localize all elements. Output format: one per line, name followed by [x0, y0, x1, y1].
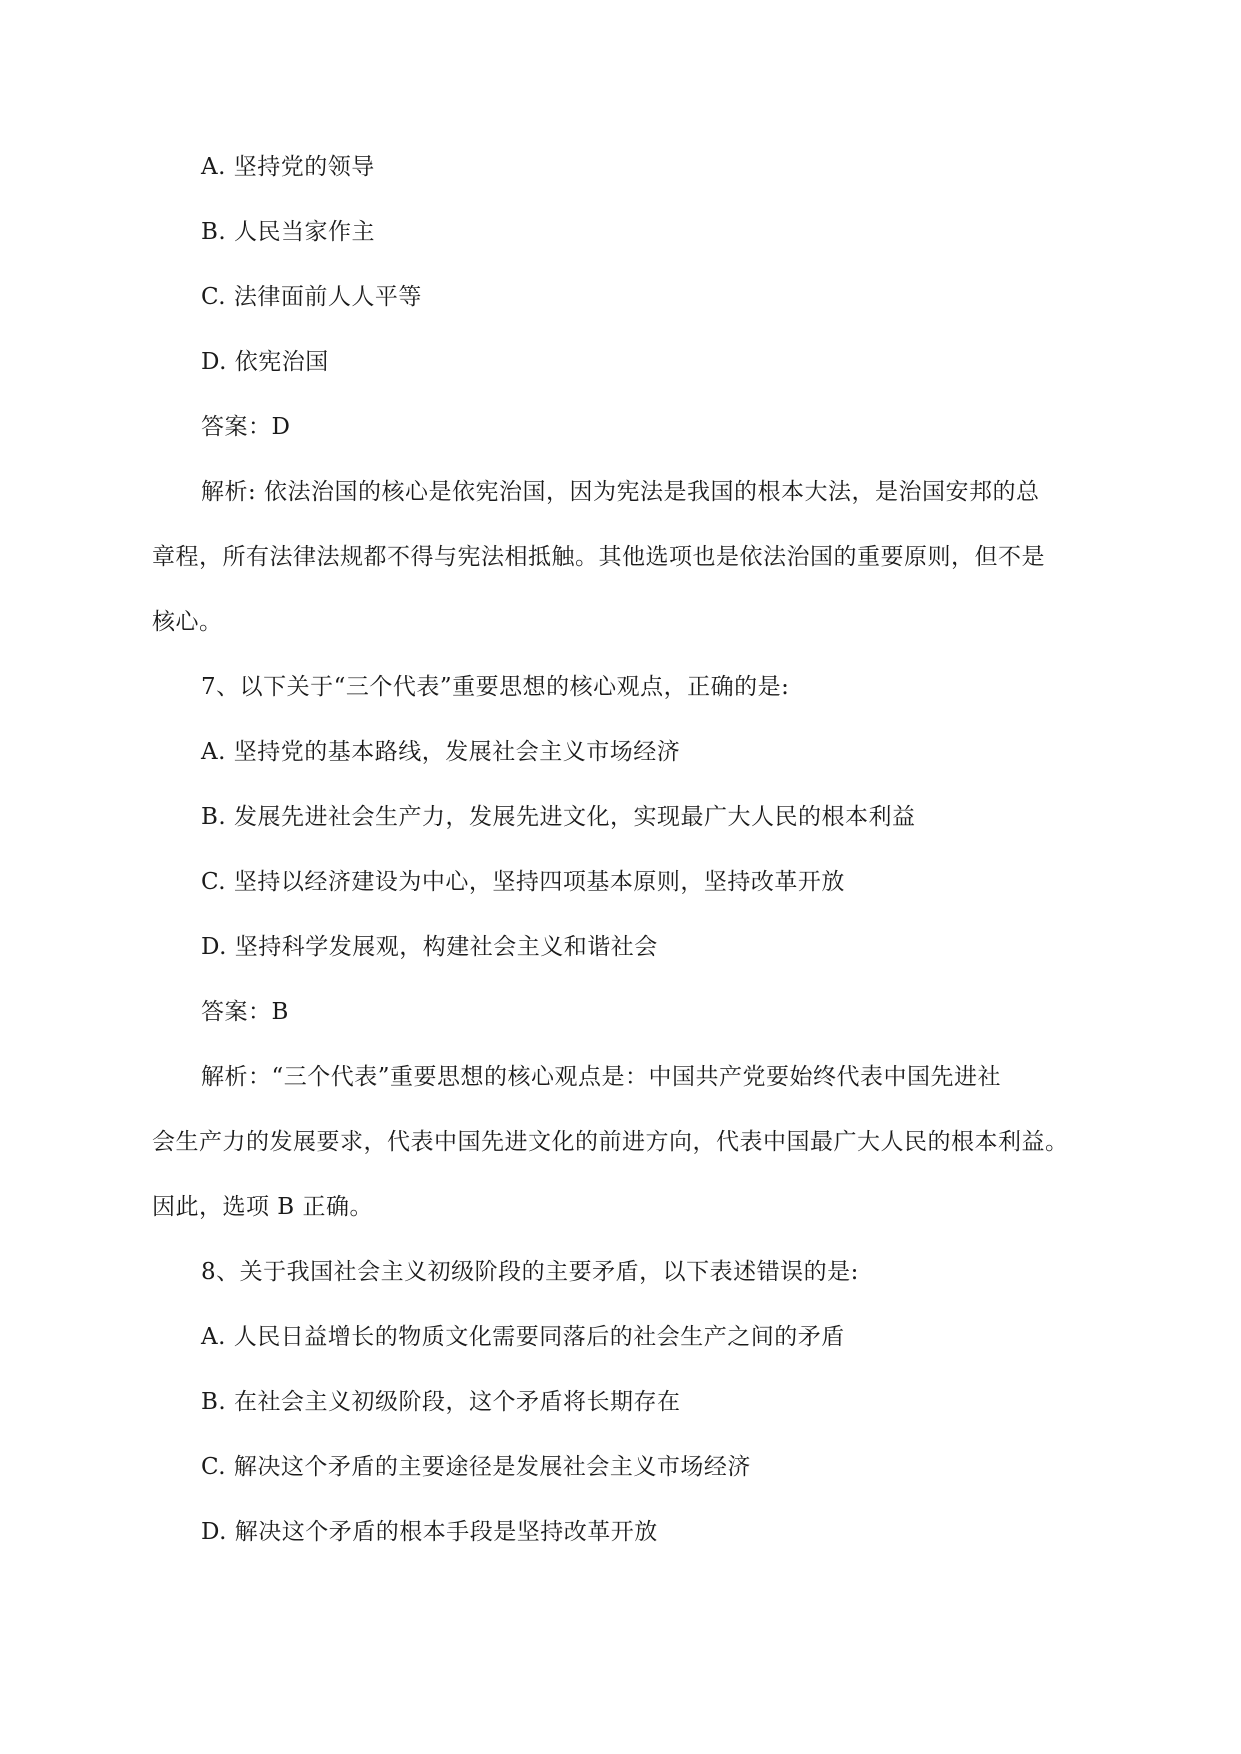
q8-question: 8、关于我国社会主义初级阶段的主要矛盾，以下表述错误的是:	[201, 1259, 859, 1285]
q7-analysis-line-2: 会生产力的发展要求，代表中国先进文化的前进方向，代表中国最广大人民的根本利益。	[152, 1129, 1069, 1155]
q7-option-a: A. 坚持党的基本路线，发展社会主义市场经济	[201, 739, 681, 765]
q7-option-d: D. 坚持科学发展观，构建社会主义和谐社会	[201, 934, 658, 960]
q7-analysis-line-3: 因此，选项 B 正确。	[152, 1194, 374, 1220]
q8-option-b: B. 在社会主义初级阶段，这个矛盾将长期存在	[201, 1389, 681, 1415]
q6-option-d: D. 依宪治国	[201, 349, 329, 375]
q6-analysis-line-1: 解析: 依法治国的核心是依宪治国，因为宪法是我国的根本大法，是治国安邦的总	[201, 479, 1040, 505]
q8-option-c: C. 解决这个矛盾的主要途径是发展社会主义市场经济	[201, 1454, 751, 1480]
q8-option-a: A. 人民日益增长的物质文化需要同落后的社会生产之间的矛盾	[201, 1324, 845, 1350]
q6-answer: 答案：D	[201, 414, 291, 440]
q7-analysis-line-1: 解析：“三个代表”重要思想的核心观点是：中国共产党要始终代表中国先进社	[201, 1064, 1002, 1090]
q6-option-a: A. 坚持党的领导	[201, 154, 375, 180]
q8-option-d: D. 解决这个矛盾的根本手段是坚持改革开放	[201, 1519, 658, 1545]
q7-answer: 答案：B	[201, 999, 289, 1025]
q6-option-b: B. 人民当家作主	[201, 219, 376, 245]
q6-option-c: C. 法律面前人人平等	[201, 284, 422, 310]
q6-analysis-line-2: 章程，所有法律法规都不得与宪法相抵触。其他选项也是依法治国的重要原则，但不是	[152, 544, 1045, 570]
q6-analysis-line-3: 核心。	[152, 609, 223, 635]
q7-question: 7、以下关于“三个代表”重要思想的核心观点，正确的是:	[201, 674, 790, 700]
q7-option-b: B. 发展先进社会生产力，发展先进文化，实现最广大人民的根本利益	[201, 804, 916, 830]
q7-option-c: C. 坚持以经济建设为中心，坚持四项基本原则，坚持改革开放	[201, 869, 845, 895]
